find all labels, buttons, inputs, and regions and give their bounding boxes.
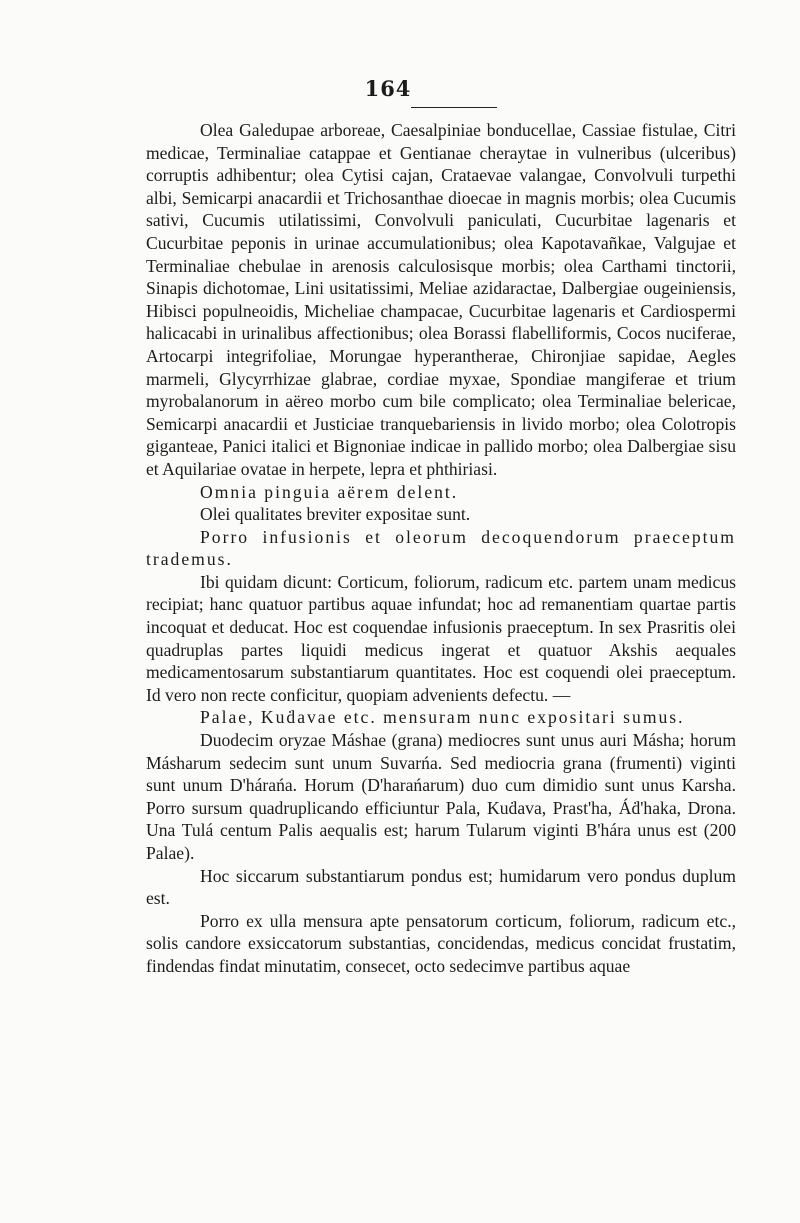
paragraph-ibi-quidam: Ibi quidam dicunt: Corticum, foliorum, radicum etc. partem unam medicus recipiat; hanc quatuor partibus aquae infundat; hoc ad remanentiam quartae partis incoquat et deducat. Hoc est coquendae infusionis praeceptum. In sex Prasritis olei quadruplas partes liquidi medicus ingerat et quatuor Akshis aequales medicamentosarum substantiarum quantitates. Hoc est coquendi olei praeceptum. Id vero non recte conficitur, quopiam advenients defectu. —: [146, 571, 736, 705]
header-rule: [411, 107, 497, 108]
page-header: [0, 76, 800, 101]
paragraph-oils-uses: Olea Galedupae arboreae, Caesalpiniae bonducellae, Cassiae fistulae, Citri medicae, Terminaliae catappae et Gentianae cheraytae in vulneribus (ulceribus) corruptis adhibentur; olea Cytisi cajan, Crataevae valangae, Convolvuli turpethi albi, Semicarpi anacardii et Trichosanthae dioecae in magnis morbis; olea Cucumis sativi, Cucumis utilatissimi, Convolvuli paniculati, Cucurbitae lagenaris et Cucurbitae peponis in urinae accumulationibus; olea Kapotavañkae, Valgujae et Terminaliae chebulae in arenosis calculosisque morbis; olea Carthami tinctorii, Sinapis dichotomae, Lini usitatissimi, Meliae azidaractae, Dalbergiae ougeiniensis, Hibisci populneoidis, Micheliae champacae, Cucurbitae lagenaris et Cardiospermi halicacabi in urinalibus affectionibus; olea Borassi flabelliformis, Cocos nuciferae, Artocarpi integrifoliae, Morungae hyperantherae, Chironjiae sapidae, Aegles marmeli, Glycyrrhizae glabrae, cordiae myxae, Spondiae mangiferae et trium myrobalanorum in aëreo morbo cum bile complicato; olea Terminaliae belericae, Semicarpi anacardii et Justiciae tranquebariensis in livido morbo; olea Colotropis giganteae, Panici italici et Bignoniae indicae in pallido morbo; olea Dalbergiae sisu et Aquilariae ovatae in herpete, lepra et phthiriasi.: [146, 120, 736, 479]
paragraph-porro-ex-ulla: Porro ex ulla mensura apte pensatorum corticum, foliorum, radicum etc., solis candore exsiccatorum substantias, concidendas, medicus concidat frustatim, findendas findat minutatim, consecet, octo sedecimve partibus aquae: [146, 910, 736, 976]
paragraph-palae-kudavae: Palae, Kuḋavae etc. mensuram nunc expositari sumus.: [200, 707, 685, 728]
paragraph-olei-qualitates: Olei qualitates breviter expositae sunt.: [200, 504, 471, 525]
paragraph-duodecim-oryzae: Duodecim oryzae Máshae (grana) mediocres sunt unus auri Másha; horum Másharum sedecim sunt unum Suvarńa. Sed mediocria grana (frumenti) viginti sunt unum D'hárańa. Horum (D'harańarum) duo cum dimidio sunt unus Karsha. Porro sursum quadruplicando efficiuntur Pala, Kuḋava, Prast'ha, Áḋ'haka, Drona. Una Tulá centum Palis aequalis est; harum Tularum viginti B'hára unus est (200 Palae).: [146, 730, 736, 863]
paragraph-hoc-siccarum: Hoc siccarum substantiarum pondus est; humidarum vero pondus duplum est.: [146, 865, 736, 909]
page-number: 164: [364, 76, 412, 101]
paragraph-omnia-pinguia: Omnia pinguia aërem delent.: [200, 481, 459, 502]
paragraph-porro-infusionis: Porro infusionis et oleorum decoquendorum praeceptum trademus.: [146, 526, 736, 570]
text-body: [146, 119, 736, 978]
